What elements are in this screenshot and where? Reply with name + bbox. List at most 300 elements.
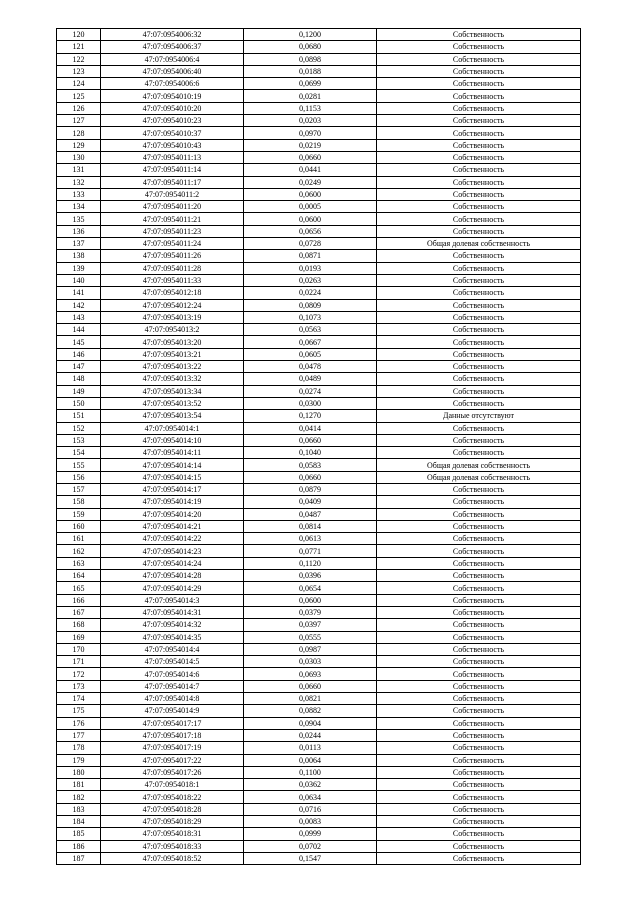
area-cell: 0,0699 bbox=[244, 78, 377, 90]
table-row bbox=[57, 201, 581, 213]
table-row bbox=[57, 115, 581, 127]
area-cell: 0,0397 bbox=[244, 619, 377, 631]
table-row bbox=[57, 151, 581, 163]
area-cell: 0,0660 bbox=[244, 151, 377, 163]
cadastral-number-cell: 47:07:0954013:54 bbox=[101, 410, 244, 422]
table-row bbox=[57, 287, 581, 299]
area-cell: 0,0005 bbox=[244, 201, 377, 213]
table-row bbox=[57, 828, 581, 840]
cadastral-number-cell: 47:07:0954018:31 bbox=[101, 828, 244, 840]
row-number-cell: 185 bbox=[57, 828, 101, 840]
cadastral-number-cell: 47:07:0954014:7 bbox=[101, 680, 244, 692]
table-row bbox=[57, 779, 581, 791]
table-row bbox=[57, 619, 581, 631]
area-cell: 0,0193 bbox=[244, 262, 377, 274]
area-cell: 0,0660 bbox=[244, 434, 377, 446]
cadastral-number-cell: 47:07:0954006:40 bbox=[101, 65, 244, 77]
parcel-table bbox=[56, 28, 581, 865]
ownership-type-cell: Собственность bbox=[377, 508, 581, 520]
ownership-type-cell: Собственность bbox=[377, 496, 581, 508]
row-number-cell: 144 bbox=[57, 324, 101, 336]
ownership-type-cell: Собственность bbox=[377, 287, 581, 299]
table-row bbox=[57, 557, 581, 569]
area-cell: 0,0771 bbox=[244, 545, 377, 557]
ownership-type-cell: Собственность bbox=[377, 176, 581, 188]
table-row bbox=[57, 447, 581, 459]
area-cell: 0,0660 bbox=[244, 471, 377, 483]
row-number-cell: 181 bbox=[57, 779, 101, 791]
area-cell: 0,0583 bbox=[244, 459, 377, 471]
area-cell: 0,0613 bbox=[244, 533, 377, 545]
cadastral-number-cell: 47:07:0954010:23 bbox=[101, 115, 244, 127]
row-number-cell: 179 bbox=[57, 754, 101, 766]
area-cell: 0,0656 bbox=[244, 225, 377, 237]
ownership-type-cell: Собственность bbox=[377, 311, 581, 323]
row-number-cell: 170 bbox=[57, 643, 101, 655]
row-number-cell: 175 bbox=[57, 705, 101, 717]
table-row bbox=[57, 668, 581, 680]
row-number-cell: 120 bbox=[57, 29, 101, 41]
area-cell: 0,0600 bbox=[244, 213, 377, 225]
row-number-cell: 123 bbox=[57, 65, 101, 77]
area-cell: 0,0249 bbox=[244, 176, 377, 188]
cadastral-number-cell: 47:07:0954013:20 bbox=[101, 336, 244, 348]
ownership-type-cell: Общая долевая собственность bbox=[377, 459, 581, 471]
area-cell: 0,0728 bbox=[244, 238, 377, 250]
cadastral-number-cell: 47:07:0954011:28 bbox=[101, 262, 244, 274]
cadastral-number-cell: 47:07:0954014:3 bbox=[101, 594, 244, 606]
ownership-type-cell: Собственность bbox=[377, 397, 581, 409]
row-number-cell: 135 bbox=[57, 213, 101, 225]
ownership-type-cell: Собственность bbox=[377, 434, 581, 446]
ownership-type-cell: Собственность bbox=[377, 164, 581, 176]
cadastral-number-cell: 47:07:0954013:34 bbox=[101, 385, 244, 397]
area-cell: 0,0660 bbox=[244, 680, 377, 692]
row-number-cell: 156 bbox=[57, 471, 101, 483]
row-number-cell: 128 bbox=[57, 127, 101, 139]
cadastral-number-cell: 47:07:0954013:21 bbox=[101, 348, 244, 360]
cadastral-number-cell: 47:07:0954014:22 bbox=[101, 533, 244, 545]
cadastral-number-cell: 47:07:0954014:32 bbox=[101, 619, 244, 631]
cadastral-number-cell: 47:07:0954006:6 bbox=[101, 78, 244, 90]
area-cell: 0,0814 bbox=[244, 520, 377, 532]
ownership-type-cell: Собственность bbox=[377, 643, 581, 655]
table-row bbox=[57, 373, 581, 385]
cadastral-number-cell: 47:07:0954013:2 bbox=[101, 324, 244, 336]
table-row bbox=[57, 766, 581, 778]
row-number-cell: 160 bbox=[57, 520, 101, 532]
cadastral-number-cell: 47:07:0954014:21 bbox=[101, 520, 244, 532]
area-cell: 0,1200 bbox=[244, 29, 377, 41]
table-row bbox=[57, 78, 581, 90]
area-cell: 0,0113 bbox=[244, 742, 377, 754]
row-number-cell: 130 bbox=[57, 151, 101, 163]
cadastral-number-cell: 47:07:0954014:17 bbox=[101, 483, 244, 495]
area-cell: 0,1547 bbox=[244, 852, 377, 864]
cadastral-number-cell: 47:07:0954014:5 bbox=[101, 656, 244, 668]
row-number-cell: 143 bbox=[57, 311, 101, 323]
cadastral-number-cell: 47:07:0954017:26 bbox=[101, 766, 244, 778]
cadastral-number-cell: 47:07:0954012:24 bbox=[101, 299, 244, 311]
table-row bbox=[57, 348, 581, 360]
ownership-type-cell: Собственность bbox=[377, 680, 581, 692]
cadastral-number-cell: 47:07:0954014:14 bbox=[101, 459, 244, 471]
ownership-type-cell: Общая долевая собственность bbox=[377, 471, 581, 483]
ownership-type-cell: Собственность bbox=[377, 693, 581, 705]
ownership-type-cell: Собственность bbox=[377, 151, 581, 163]
parcel-table-body bbox=[57, 29, 581, 865]
row-number-cell: 142 bbox=[57, 299, 101, 311]
cadastral-number-cell: 47:07:0954011:14 bbox=[101, 164, 244, 176]
row-number-cell: 132 bbox=[57, 176, 101, 188]
row-number-cell: 153 bbox=[57, 434, 101, 446]
cadastral-number-cell: 47:07:0954011:33 bbox=[101, 274, 244, 286]
area-cell: 0,1100 bbox=[244, 766, 377, 778]
cadastral-number-cell: 47:07:0954018:1 bbox=[101, 779, 244, 791]
area-cell: 0,0362 bbox=[244, 779, 377, 791]
cadastral-number-cell: 47:07:0954018:29 bbox=[101, 816, 244, 828]
ownership-type-cell: Собственность bbox=[377, 78, 581, 90]
table-row bbox=[57, 410, 581, 422]
ownership-type-cell: Собственность bbox=[377, 250, 581, 262]
cadastral-number-cell: 47:07:0954010:37 bbox=[101, 127, 244, 139]
cadastral-number-cell: 47:07:0954010:20 bbox=[101, 102, 244, 114]
area-cell: 0,0478 bbox=[244, 361, 377, 373]
table-row bbox=[57, 717, 581, 729]
table-row bbox=[57, 496, 581, 508]
area-cell: 0,0219 bbox=[244, 139, 377, 151]
row-number-cell: 127 bbox=[57, 115, 101, 127]
cadastral-number-cell: 47:07:0954017:19 bbox=[101, 742, 244, 754]
ownership-type-cell: Собственность bbox=[377, 668, 581, 680]
ownership-type-cell: Собственность bbox=[377, 840, 581, 852]
table-row bbox=[57, 631, 581, 643]
table-row bbox=[57, 336, 581, 348]
row-number-cell: 176 bbox=[57, 717, 101, 729]
area-cell: 0,0821 bbox=[244, 693, 377, 705]
table-row bbox=[57, 65, 581, 77]
cadastral-number-cell: 47:07:0954014:19 bbox=[101, 496, 244, 508]
row-number-cell: 155 bbox=[57, 459, 101, 471]
cadastral-number-cell: 47:07:0954011:21 bbox=[101, 213, 244, 225]
area-cell: 0,0634 bbox=[244, 791, 377, 803]
ownership-type-cell: Собственность bbox=[377, 729, 581, 741]
area-cell: 0,1153 bbox=[244, 102, 377, 114]
ownership-type-cell: Собственность bbox=[377, 594, 581, 606]
ownership-type-cell: Собственность bbox=[377, 557, 581, 569]
cadastral-number-cell: 47:07:0954014:24 bbox=[101, 557, 244, 569]
cadastral-number-cell: 47:07:0954013:22 bbox=[101, 361, 244, 373]
cadastral-number-cell: 47:07:0954011:20 bbox=[101, 201, 244, 213]
ownership-type-cell: Собственность bbox=[377, 766, 581, 778]
row-number-cell: 133 bbox=[57, 188, 101, 200]
table-row bbox=[57, 225, 581, 237]
row-number-cell: 173 bbox=[57, 680, 101, 692]
row-number-cell: 167 bbox=[57, 606, 101, 618]
ownership-type-cell: Собственность bbox=[377, 828, 581, 840]
cadastral-number-cell: 47:07:0954014:4 bbox=[101, 643, 244, 655]
cadastral-number-cell: 47:07:0954017:17 bbox=[101, 717, 244, 729]
ownership-type-cell: Собственность bbox=[377, 717, 581, 729]
cadastral-number-cell: 47:07:0954011:24 bbox=[101, 238, 244, 250]
table-row bbox=[57, 483, 581, 495]
area-cell: 0,0300 bbox=[244, 397, 377, 409]
area-cell: 0,0263 bbox=[244, 274, 377, 286]
area-cell: 0,0898 bbox=[244, 53, 377, 65]
table-row bbox=[57, 299, 581, 311]
row-number-cell: 134 bbox=[57, 201, 101, 213]
table-row bbox=[57, 262, 581, 274]
cadastral-number-cell: 47:07:0954014:9 bbox=[101, 705, 244, 717]
row-number-cell: 139 bbox=[57, 262, 101, 274]
row-number-cell: 148 bbox=[57, 373, 101, 385]
row-number-cell: 158 bbox=[57, 496, 101, 508]
cadastral-number-cell: 47:07:0954014:1 bbox=[101, 422, 244, 434]
cadastral-number-cell: 47:07:0954012:18 bbox=[101, 287, 244, 299]
row-number-cell: 124 bbox=[57, 78, 101, 90]
table-row bbox=[57, 803, 581, 815]
cadastral-number-cell: 47:07:0954018:22 bbox=[101, 791, 244, 803]
table-row bbox=[57, 520, 581, 532]
ownership-type-cell: Собственность bbox=[377, 570, 581, 582]
area-cell: 0,0281 bbox=[244, 90, 377, 102]
cadastral-number-cell: 47:07:0954013:19 bbox=[101, 311, 244, 323]
area-cell: 0,1040 bbox=[244, 447, 377, 459]
table-row bbox=[57, 311, 581, 323]
cadastral-number-cell: 47:07:0954018:52 bbox=[101, 852, 244, 864]
area-cell: 0,0693 bbox=[244, 668, 377, 680]
row-number-cell: 163 bbox=[57, 557, 101, 569]
cadastral-number-cell: 47:07:0954006:4 bbox=[101, 53, 244, 65]
table-row bbox=[57, 422, 581, 434]
row-number-cell: 169 bbox=[57, 631, 101, 643]
row-number-cell: 184 bbox=[57, 816, 101, 828]
ownership-type-cell: Собственность bbox=[377, 816, 581, 828]
table-row bbox=[57, 643, 581, 655]
row-number-cell: 125 bbox=[57, 90, 101, 102]
row-number-cell: 149 bbox=[57, 385, 101, 397]
area-cell: 0,0244 bbox=[244, 729, 377, 741]
row-number-cell: 140 bbox=[57, 274, 101, 286]
area-cell: 0,0396 bbox=[244, 570, 377, 582]
table-row bbox=[57, 90, 581, 102]
table-row bbox=[57, 606, 581, 618]
area-cell: 0,0605 bbox=[244, 348, 377, 360]
row-number-cell: 136 bbox=[57, 225, 101, 237]
cadastral-number-cell: 47:07:0954014:10 bbox=[101, 434, 244, 446]
cadastral-number-cell: 47:07:0954013:32 bbox=[101, 373, 244, 385]
ownership-type-cell: Собственность bbox=[377, 90, 581, 102]
table-row bbox=[57, 754, 581, 766]
area-cell: 0,0871 bbox=[244, 250, 377, 262]
cadastral-number-cell: 47:07:0954011:13 bbox=[101, 151, 244, 163]
table-row bbox=[57, 742, 581, 754]
row-number-cell: 150 bbox=[57, 397, 101, 409]
cadastral-number-cell: 47:07:0954017:22 bbox=[101, 754, 244, 766]
ownership-type-cell: Собственность bbox=[377, 779, 581, 791]
table-row bbox=[57, 656, 581, 668]
row-number-cell: 137 bbox=[57, 238, 101, 250]
area-cell: 0,1120 bbox=[244, 557, 377, 569]
area-cell: 0,0274 bbox=[244, 385, 377, 397]
table-row bbox=[57, 324, 581, 336]
ownership-type-cell: Собственность bbox=[377, 225, 581, 237]
cadastral-number-cell: 47:07:0954018:33 bbox=[101, 840, 244, 852]
table-row bbox=[57, 53, 581, 65]
row-number-cell: 177 bbox=[57, 729, 101, 741]
ownership-type-cell: Собственность bbox=[377, 336, 581, 348]
ownership-type-cell: Собственность bbox=[377, 262, 581, 274]
cadastral-number-cell: 47:07:0954010:19 bbox=[101, 90, 244, 102]
ownership-type-cell: Собственность bbox=[377, 65, 581, 77]
area-cell: 0,0654 bbox=[244, 582, 377, 594]
row-number-cell: 161 bbox=[57, 533, 101, 545]
ownership-type-cell: Собственность bbox=[377, 582, 581, 594]
area-cell: 0,0882 bbox=[244, 705, 377, 717]
area-cell: 0,0809 bbox=[244, 299, 377, 311]
area-cell: 0,0555 bbox=[244, 631, 377, 643]
area-cell: 0,0879 bbox=[244, 483, 377, 495]
area-cell: 0,0489 bbox=[244, 373, 377, 385]
ownership-type-cell: Собственность bbox=[377, 102, 581, 114]
row-number-cell: 126 bbox=[57, 102, 101, 114]
table-row bbox=[57, 213, 581, 225]
row-number-cell: 172 bbox=[57, 668, 101, 680]
row-number-cell: 154 bbox=[57, 447, 101, 459]
area-cell: 0,0600 bbox=[244, 188, 377, 200]
table-row bbox=[57, 791, 581, 803]
area-cell: 0,0203 bbox=[244, 115, 377, 127]
area-cell: 0,0970 bbox=[244, 127, 377, 139]
area-cell: 0,0702 bbox=[244, 840, 377, 852]
area-cell: 0,0999 bbox=[244, 828, 377, 840]
row-number-cell: 145 bbox=[57, 336, 101, 348]
area-cell: 0,0224 bbox=[244, 287, 377, 299]
ownership-type-cell: Собственность bbox=[377, 447, 581, 459]
row-number-cell: 147 bbox=[57, 361, 101, 373]
area-cell: 0,0379 bbox=[244, 606, 377, 618]
area-cell: 0,0563 bbox=[244, 324, 377, 336]
row-number-cell: 182 bbox=[57, 791, 101, 803]
table-row bbox=[57, 570, 581, 582]
row-number-cell: 157 bbox=[57, 483, 101, 495]
area-cell: 0,0487 bbox=[244, 508, 377, 520]
cadastral-number-cell: 47:07:0954013:52 bbox=[101, 397, 244, 409]
row-number-cell: 183 bbox=[57, 803, 101, 815]
ownership-type-cell: Собственность bbox=[377, 520, 581, 532]
ownership-type-cell: Собственность bbox=[377, 361, 581, 373]
row-number-cell: 174 bbox=[57, 693, 101, 705]
ownership-type-cell: Собственность bbox=[377, 41, 581, 53]
row-number-cell: 166 bbox=[57, 594, 101, 606]
table-row bbox=[57, 29, 581, 41]
ownership-type-cell: Собственность bbox=[377, 619, 581, 631]
table-row bbox=[57, 459, 581, 471]
cadastral-number-cell: 47:07:0954011:17 bbox=[101, 176, 244, 188]
area-cell: 0,1073 bbox=[244, 311, 377, 323]
area-cell: 0,0600 bbox=[244, 594, 377, 606]
cadastral-number-cell: 47:07:0954014:28 bbox=[101, 570, 244, 582]
cadastral-number-cell: 47:07:0954017:18 bbox=[101, 729, 244, 741]
row-number-cell: 168 bbox=[57, 619, 101, 631]
cadastral-number-cell: 47:07:0954014:8 bbox=[101, 693, 244, 705]
table-row bbox=[57, 102, 581, 114]
ownership-type-cell: Собственность bbox=[377, 606, 581, 618]
table-row bbox=[57, 164, 581, 176]
table-row bbox=[57, 582, 581, 594]
table-row bbox=[57, 361, 581, 373]
row-number-cell: 121 bbox=[57, 41, 101, 53]
ownership-type-cell: Собственность bbox=[377, 705, 581, 717]
cadastral-number-cell: 47:07:0954011:26 bbox=[101, 250, 244, 262]
ownership-type-cell: Собственность bbox=[377, 348, 581, 360]
row-number-cell: 141 bbox=[57, 287, 101, 299]
cadastral-number-cell: 47:07:0954006:37 bbox=[101, 41, 244, 53]
cadastral-number-cell: 47:07:0954014:6 bbox=[101, 668, 244, 680]
cadastral-number-cell: 47:07:0954014:11 bbox=[101, 447, 244, 459]
table-row bbox=[57, 385, 581, 397]
row-number-cell: 129 bbox=[57, 139, 101, 151]
ownership-type-cell: Собственность bbox=[377, 656, 581, 668]
ownership-type-cell: Общая долевая собственность bbox=[377, 238, 581, 250]
ownership-type-cell: Собственность bbox=[377, 139, 581, 151]
ownership-type-cell: Собственность bbox=[377, 852, 581, 864]
table-row bbox=[57, 188, 581, 200]
area-cell: 0,0414 bbox=[244, 422, 377, 434]
table-row bbox=[57, 238, 581, 250]
ownership-type-cell: Данные отсутствуют bbox=[377, 410, 581, 422]
table-row bbox=[57, 729, 581, 741]
row-number-cell: 187 bbox=[57, 852, 101, 864]
row-number-cell: 178 bbox=[57, 742, 101, 754]
ownership-type-cell: Собственность bbox=[377, 29, 581, 41]
cadastral-number-cell: 47:07:0954014:35 bbox=[101, 631, 244, 643]
table-row bbox=[57, 508, 581, 520]
cadastral-number-cell: 47:07:0954011:2 bbox=[101, 188, 244, 200]
ownership-type-cell: Собственность bbox=[377, 385, 581, 397]
table-row bbox=[57, 41, 581, 53]
cadastral-number-cell: 47:07:0954006:32 bbox=[101, 29, 244, 41]
ownership-type-cell: Собственность bbox=[377, 803, 581, 815]
cadastral-number-cell: 47:07:0954014:20 bbox=[101, 508, 244, 520]
row-number-cell: 162 bbox=[57, 545, 101, 557]
cadastral-number-cell: 47:07:0954010:43 bbox=[101, 139, 244, 151]
cadastral-number-cell: 47:07:0954014:29 bbox=[101, 582, 244, 594]
area-cell: 0,0987 bbox=[244, 643, 377, 655]
ownership-type-cell: Собственность bbox=[377, 53, 581, 65]
row-number-cell: 186 bbox=[57, 840, 101, 852]
ownership-type-cell: Собственность bbox=[377, 742, 581, 754]
table-row bbox=[57, 397, 581, 409]
ownership-type-cell: Собственность bbox=[377, 188, 581, 200]
table-row bbox=[57, 139, 581, 151]
table-row bbox=[57, 176, 581, 188]
area-cell: 0,0441 bbox=[244, 164, 377, 176]
table-row bbox=[57, 816, 581, 828]
ownership-type-cell: Собственность bbox=[377, 422, 581, 434]
ownership-type-cell: Собственность bbox=[377, 545, 581, 557]
table-row bbox=[57, 471, 581, 483]
table-row bbox=[57, 840, 581, 852]
area-cell: 0,0188 bbox=[244, 65, 377, 77]
area-cell: 0,0667 bbox=[244, 336, 377, 348]
ownership-type-cell: Собственность bbox=[377, 373, 581, 385]
area-cell: 0,0716 bbox=[244, 803, 377, 815]
row-number-cell: 146 bbox=[57, 348, 101, 360]
row-number-cell: 164 bbox=[57, 570, 101, 582]
table-row bbox=[57, 533, 581, 545]
row-number-cell: 152 bbox=[57, 422, 101, 434]
